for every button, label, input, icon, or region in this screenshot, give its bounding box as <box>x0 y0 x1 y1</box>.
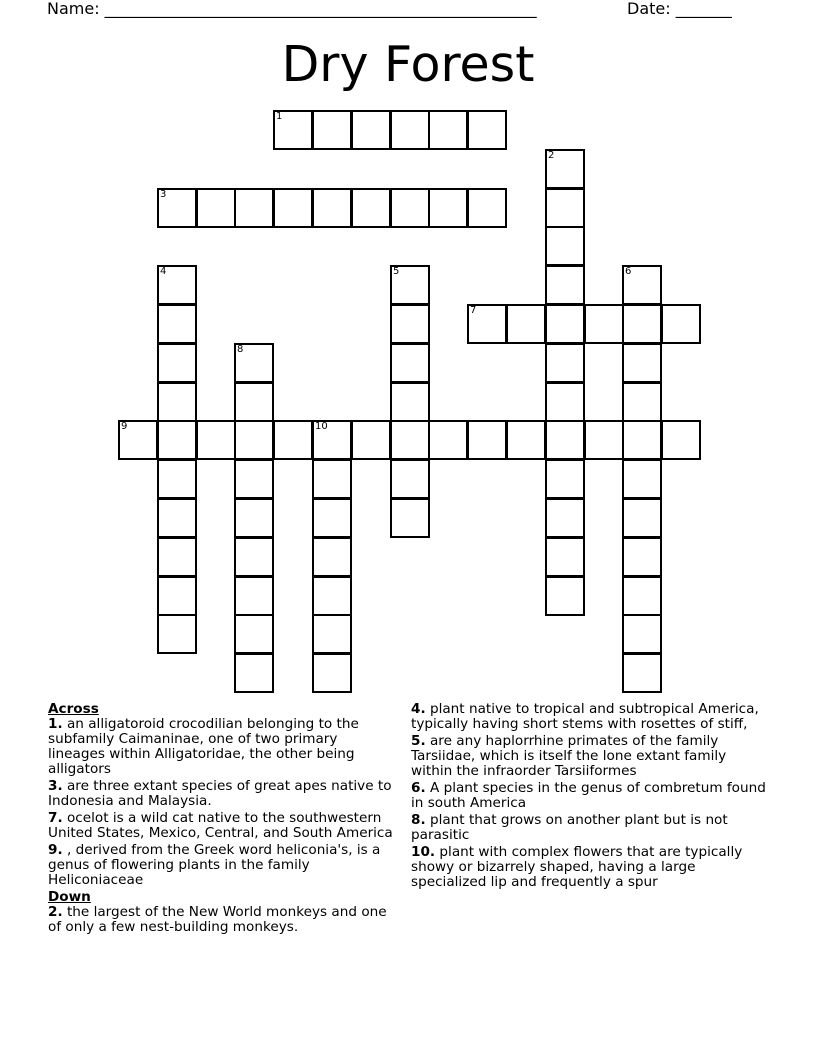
clue-item <box>411 702 771 732</box>
crossword-cell[interactable] <box>545 420 585 460</box>
crossword-cell[interactable] <box>157 576 197 616</box>
crossword-cell[interactable] <box>351 110 391 150</box>
clue-item <box>48 779 398 809</box>
crossword-cell[interactable] <box>157 537 197 577</box>
name-field[interactable]: Name: ______________________________________________________ <box>47 0 537 18</box>
crossword-cell[interactable] <box>467 188 507 228</box>
crossword-cell[interactable] <box>157 304 197 344</box>
clue-number: 7 <box>470 305 477 316</box>
crossword-cell[interactable] <box>390 498 430 538</box>
crossword-cell[interactable] <box>545 226 585 266</box>
clue-item-number: 4. <box>411 701 426 717</box>
crossword-cell[interactable] <box>234 576 274 616</box>
crossword-cell[interactable] <box>273 188 313 228</box>
crossword-cell[interactable] <box>584 304 624 344</box>
clue-number: 1 <box>276 111 283 122</box>
crossword-cell[interactable] <box>390 110 430 150</box>
crossword-cell[interactable] <box>545 498 585 538</box>
crossword-cell[interactable] <box>467 110 507 150</box>
clue-item <box>48 905 398 935</box>
clue-item-text: are any haplorrhine primates of the family Tarsiidae, which is itself the lone extant family within the infraorder Tarsiiformes <box>411 733 727 779</box>
crossword-cell[interactable] <box>622 459 662 499</box>
clue-item <box>411 781 771 811</box>
crossword-cell[interactable] <box>312 614 352 654</box>
crossword-cell[interactable] <box>234 614 274 654</box>
crossword-cell[interactable] <box>467 420 507 460</box>
crossword-cell[interactable] <box>312 576 352 616</box>
crossword-cell[interactable] <box>234 420 274 460</box>
crossword-cell[interactable] <box>390 188 430 228</box>
crossword-cell[interactable] <box>234 537 274 577</box>
crossword-cell[interactable] <box>390 304 430 344</box>
clue-item-number: 8. <box>411 812 426 828</box>
crossword-cell[interactable] <box>622 576 662 616</box>
clue-item-number: 3. <box>48 778 63 794</box>
crossword-cell[interactable] <box>234 498 274 538</box>
clue-number: 8 <box>237 344 244 355</box>
clue-item <box>411 845 771 890</box>
crossword-cell[interactable] <box>196 420 236 460</box>
crossword-cell[interactable] <box>390 420 430 460</box>
clue-item-text: , derived from the Greek word heliconia's, is a genus of flowering plants in the family Heliconiaceae <box>48 842 381 888</box>
crossword-cell[interactable] <box>622 343 662 383</box>
crossword-cell[interactable] <box>312 537 352 577</box>
down-clue-list <box>48 905 398 935</box>
crossword-cell[interactable] <box>506 420 546 460</box>
crossword-cell[interactable] <box>234 382 274 422</box>
crossword-cell[interactable] <box>234 459 274 499</box>
crossword-cell[interactable] <box>273 110 313 150</box>
crossword-cell[interactable] <box>351 420 391 460</box>
crossword-cell[interactable] <box>157 188 197 228</box>
clue-item-number: 2. <box>48 904 63 920</box>
crossword-cell[interactable] <box>545 304 585 344</box>
clue-number: 2 <box>548 150 555 161</box>
clue-number: 9 <box>121 421 128 432</box>
clue-item <box>48 843 398 888</box>
crossword-cell[interactable] <box>390 382 430 422</box>
crossword-cell[interactable] <box>428 110 468 150</box>
crossword-cell[interactable] <box>622 537 662 577</box>
crossword-cell[interactable] <box>157 265 197 305</box>
clue-item-text: are three extant species of great apes native to Indonesia and Malaysia. <box>48 778 392 809</box>
crossword-cell[interactable] <box>157 459 197 499</box>
crossword-cell[interactable] <box>118 420 158 460</box>
crossword-cell[interactable] <box>312 420 352 460</box>
across-heading: Across <box>48 701 99 717</box>
crossword-cell[interactable] <box>506 304 546 344</box>
crossword-cell[interactable] <box>622 420 662 460</box>
crossword-cell[interactable] <box>312 110 352 150</box>
clue-item-text: plant with complex flowers that are typically showy or bizarrely shaped, having a large specialized lip and frequently a spur <box>411 844 743 890</box>
clue-item-number: 6. <box>411 780 426 796</box>
clue-item-number: 7. <box>48 810 63 826</box>
crossword-cell[interactable] <box>234 653 274 693</box>
clue-number: 3 <box>160 189 167 200</box>
crossword-cell[interactable] <box>622 304 662 344</box>
clue-item-number: 1. <box>48 716 63 732</box>
crossword-cell[interactable] <box>545 537 585 577</box>
crossword-cell[interactable] <box>622 498 662 538</box>
crossword-cell[interactable] <box>584 420 624 460</box>
clue-item-text: ocelot is a wild cat native to the southwestern United States, Mexico, Central, and South America <box>48 810 393 841</box>
crossword-cell[interactable] <box>545 382 585 422</box>
crossword-cell[interactable] <box>545 265 585 305</box>
crossword-cell[interactable] <box>234 188 274 228</box>
clue-item-number: 10. <box>411 844 436 860</box>
crossword-cell[interactable] <box>157 382 197 422</box>
clue-number: 10 <box>315 421 328 432</box>
crossword-cell[interactable] <box>545 459 585 499</box>
clue-item <box>411 813 771 843</box>
crossword-cell[interactable] <box>390 459 430 499</box>
down-heading: Down <box>48 889 91 905</box>
crossword-cell[interactable] <box>390 265 430 305</box>
clue-item-text: the largest of the New World monkeys and one of only a few nest-building monkeys. <box>48 904 387 935</box>
clue-item-number: 5. <box>411 733 426 749</box>
page-title: Dry Forest <box>281 36 535 93</box>
crossword-cell[interactable] <box>157 498 197 538</box>
crossword-cell[interactable] <box>545 149 585 189</box>
crossword-cell[interactable] <box>428 420 468 460</box>
clue-number: 6 <box>625 266 632 277</box>
crossword-cell[interactable] <box>312 459 352 499</box>
crossword-cell[interactable] <box>273 420 313 460</box>
crossword-cell[interactable] <box>545 576 585 616</box>
crossword-cell[interactable] <box>661 420 701 460</box>
crossword-cell[interactable] <box>312 498 352 538</box>
clues-left-column <box>48 702 398 937</box>
across-clue-list <box>48 717 398 888</box>
crossword-cell[interactable] <box>157 343 197 383</box>
clue-item-text: plant native to tropical and subtropical America, typically having short stems with rosettes of stiff, <box>411 701 759 732</box>
clues-right-column <box>411 702 771 892</box>
crossword-cell[interactable] <box>622 614 662 654</box>
crossword-cell[interactable] <box>312 188 352 228</box>
crossword-cell[interactable] <box>622 265 662 305</box>
crossword-cell[interactable] <box>312 653 352 693</box>
crossword-cell[interactable] <box>157 614 197 654</box>
crossword-cell[interactable] <box>157 420 197 460</box>
crossword-cell[interactable] <box>351 188 391 228</box>
crossword-cell[interactable] <box>467 304 507 344</box>
clue-item <box>411 734 771 779</box>
clue-item-number: 9. <box>48 842 63 858</box>
crossword-cell[interactable] <box>234 343 274 383</box>
clue-item-text: plant that grows on another plant but is not parasitic <box>411 812 728 843</box>
crossword-cell[interactable] <box>622 653 662 693</box>
crossword-cell[interactable] <box>196 188 236 228</box>
clue-number: 5 <box>393 266 400 277</box>
clue-item-text: an alligatoroid crocodilian belonging to the subfamily Caimaninae, one of two primary lineages within Alligatoridae, the other being alligators <box>48 716 359 777</box>
clue-item <box>48 717 398 777</box>
down-clue-list-continued <box>411 702 771 890</box>
crossword-cell[interactable] <box>622 382 662 422</box>
clue-number: 4 <box>160 266 167 277</box>
crossword-cell[interactable] <box>661 304 701 344</box>
crossword-cell[interactable] <box>428 188 468 228</box>
date-field[interactable]: Date: _______ <box>627 0 732 18</box>
clue-item <box>48 811 398 841</box>
crossword-cell[interactable] <box>390 343 430 383</box>
crossword-cell[interactable] <box>545 188 585 228</box>
clue-item-text: A plant species in the genus of combretum found in south America <box>411 780 766 811</box>
crossword-cell[interactable] <box>545 343 585 383</box>
